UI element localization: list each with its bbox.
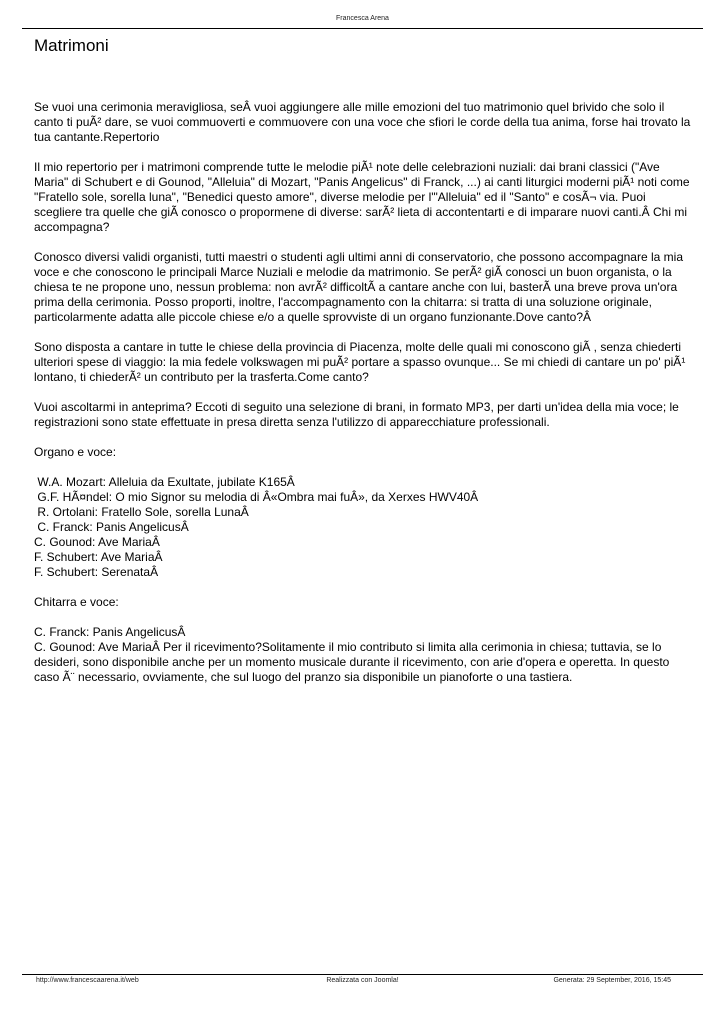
paragraph-repertoire: Il mio repertorio per i matrimoni comprende tutte le melodie piÃ¹ note delle celebrazioni nuziali: dai brani classici ("Ave Maria" di Schubert e di Gounod, "Alleluia" di Mozart, "Panis Angelicus" di Franck, ...) ai canti liturgici moderni piÃ¹ noti come "Fratello sole, sorella luna", "Benedici questo amore", diverse melodie per l'"Alleluia" ed il "Santo" e cosÃ¬ via. Puoi scegliere tra quelle che giÃ conosco o propormene di diverse: sarÃ² lieta di accontentarti e di imparare nuovi canti.Â Chi mi accompagna? xyxy=(34,160,690,234)
paragraph-preview: Vuoi ascoltarmi in anteprima? Eccoti di seguito una selezione di brani, in formato MP3, per darti un'idea della mia voce; le registrazioni sono state effettuate in presa diretta senza l'utilizzo di apparecchiature professionali. xyxy=(34,400,679,429)
song-item[interactable]: F. Schubert: Ave MariaÂ xyxy=(34,550,163,564)
footer-powered-by: Realizzata con Joomla! xyxy=(326,977,399,984)
paragraph-intro: Se vuoi una cerimonia meravigliosa, seÂ vuoi aggiungere alle mille emozioni del tuo matrimonio quel brivido che solo il canto ti puÃ² dare, se vuoi commuoverti e commuovere con una voce che sfiori le corde della tua anima, forse hai trovato la tua cantante.Repertorio xyxy=(34,100,691,144)
song-item[interactable]: F. Schubert: SerenataÂ xyxy=(34,565,159,579)
guitar-song-list xyxy=(34,625,694,685)
footer-generated-date: Generata: 29 September, 2016, 15:45 xyxy=(553,977,671,984)
song-item-with-reception-note[interactable]: C. Gounod: Ave MariaÂ Per il ricevimento?Solitamente il mio contributo si limita alla cerimonia in chiesa; tuttavia, se lo desideri, sono disponibile anche per un momento musicale durante il ricevimento, con arie d'opera e operetta. In questo caso Ã¨ necessario, ovviamente, che sul luogo del pranzo sia disponibile un pianoforte o una tastiera. xyxy=(34,640,670,684)
header-divider xyxy=(22,28,703,29)
paragraph-accompaniment: Conosco diversi validi organisti, tutti maestri o studenti agli ultimi anni di conservatorio, che possono accompagnare la mia voce e che conoscono le principali Marce Nuziali e melodie da matrimonio. Se perÃ² giÃ conosci un buon organista, o la chiesa te ne propone uno, nessun problema: non avrÃ² difficoltÃ a cantare anche con lui, basterÃ una breve prova un'ora prima della cerimonia. Posso proporti, inoltre, l'accompagnamento con la chitarra: si tratta di una soluzione originale, particolarmente adatta alle piccole chiese e/o a quelle sprovviste di un organo funzionante.Dove canto?Â xyxy=(34,250,683,324)
organ-heading: Organo e voce: xyxy=(34,445,117,459)
song-item[interactable]: C. Franck: Panis AngelicusÂ xyxy=(34,520,189,534)
paragraph-locations: Sono disposta a cantare in tutte le chiese della provincia di Piacenza, molte delle quali mi conoscono giÃ , senza chiederti ulteriori spese di viaggio: la mia fedele volkswagen mi puÃ² portare a spasso ovunque... Se mi chiedi di cantare un po' piÃ¹ lontano, ti chiederÃ² un contributo per la trasferta.Come canto? xyxy=(34,340,686,384)
article-body xyxy=(34,100,694,700)
footer-divider xyxy=(22,974,703,975)
organ-song-list xyxy=(34,475,694,580)
song-item[interactable]: G.F. HÃ¤ndel: O mio Signor su melodia di Â«Ombra mai fuÂ», da Xerxes HWV40Â xyxy=(34,490,479,504)
song-item[interactable]: C. Gounod: Ave MariaÂ xyxy=(34,535,160,549)
guitar-heading: Chitarra e voce: xyxy=(34,595,119,609)
page-title: Matrimoni xyxy=(34,36,109,55)
footer-url-link[interactable]: http://www.francescaarena.it/web xyxy=(36,977,139,984)
song-item[interactable]: C. Franck: Panis AngelicusÂ xyxy=(34,625,186,639)
page-header-site-name: Francesca Arena xyxy=(336,15,389,22)
song-item[interactable]: R. Ortolani: Fratello Sole, sorella LunaÂ xyxy=(34,505,249,519)
song-item[interactable]: W.A. Mozart: Alleluia da Exultate, jubilate K165Â xyxy=(34,475,295,489)
